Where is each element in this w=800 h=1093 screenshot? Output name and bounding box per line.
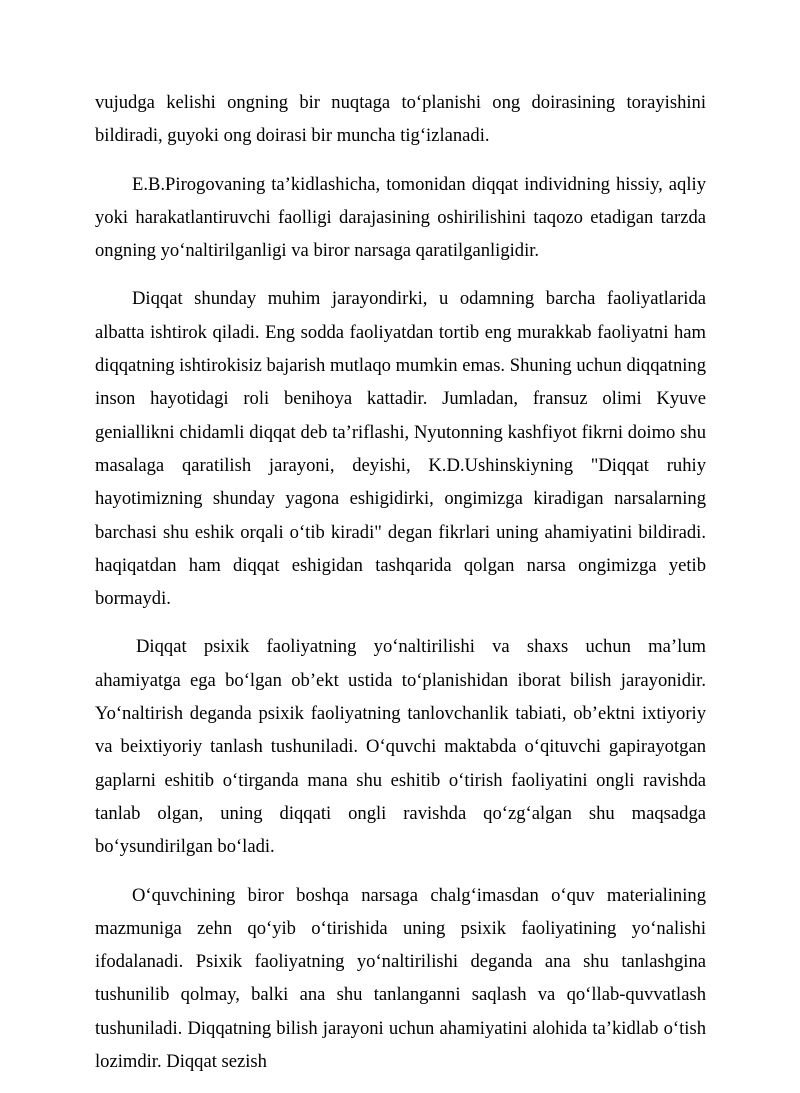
paragraph-1: vujudga kelishi ongning bir nuqtaga to‘planishi ong doirasining torayishini bildiradi, guyoki ong doirasi bir muncha tig‘izlanadi.: [95, 92, 706, 147]
paragraph-2: E.B.Pirogovaning ta’kidlashicha, tomonidan diqqat individning hissiy, aqliy yoki harakatlantiruvchi faolligi darajasining oshirilishini taqozo etadigan tarzda ongning yo‘naltirilganligi va biror narsaga qaratilganligidir.: [95, 173, 706, 262]
paragraph-3: Diqqat shunday muhim jarayondirki, u odamning barcha faoliyatlarida albatta ishtirok qiladi. Eng sodda faoliyatdan tortib eng murakkab faoliyatni ham diqqatning ishtirokisiz bajarish mutlaqo mumkin emas. Shuning uchun diqqatning inson hayotidagi roli benihoya kattadir. Jumladan, fransuz olimi Kyuve geniallikni chidamli diqqat deb ta’riflashi, Nyutonning kashfiyot fikrni doimo shu masalaga qaratilish jarayoni, deyishi, K.D.Ushinskiyning "Diqqat ruhiy hayotimizning shunday yagona eshigidirki, ongimizga kiradigan narsalarning barchasi shu eshik orqali o‘tib kiradi" degan fikrlari uning ahamiyatini bildiradi. haqiqatdan ham diqqat eshigidan tashqarida qolgan narsa ongimizga yetib bormaydi.: [95, 288, 706, 610]
document-body: [95, 86, 706, 1093]
paragraph-5: O‘quvchining biror boshqa narsaga chalg‘imasdan o‘quv materialining mazmuniga zehn qo‘yib o‘tirishida uning psixik faoliyatining yo‘nalishi ifodalanadi. Psixik faoliyatning yo‘naltirilishi deganda ana shu tanlashgina tushunilib qolmay, balki ana shu tanlanganni saqlash va qo‘llab-quvvatlash tushuniladi. Diqqatning bilish jarayoni uchun ahamiyatini alohida ta’kidlab o‘tish lozimdir. Diqqat sezish: [95, 884, 706, 1073]
paragraph-4: Diqqat psixik faoliyatning yo‘naltirilishi va shaxs uchun ma’lum ahamiyatga ega bo‘lgan ob’ekt ustida to‘planishidan iborat bilish jarayonidir. Yo‘naltirish deganda psixik faoliyatning tanlovchanlik tabiati, ob’ektni ixtiyoriy va beixtiyoriy tanlash tushuniladi. O‘quvchi maktabda o‘qituvchi gapirayotgan gaplarni eshitib o‘tirganda mana shu eshitib o‘tirish faoliyatini ongli ravishda tanlab olgan, uning diqqati ongli ravishda qo‘zg‘algan shu maqsadga bo‘ysundirilgan bo‘ladi.: [95, 636, 706, 858]
